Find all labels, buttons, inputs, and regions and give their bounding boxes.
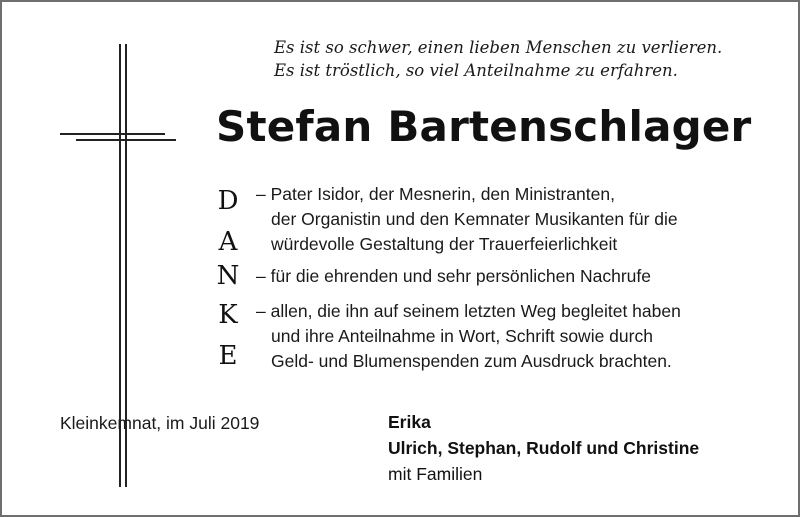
thanks-line: – Pater Isidor, der Mesnerin, den Ministranten, [256,184,615,204]
thanks-paragraph [256,264,651,289]
thanks-line: – für die ehrenden und sehr persönlichen Nachrufe [256,266,651,286]
quote [274,36,722,82]
danke-letter: A [218,227,238,257]
place-date: Kleinkemnat, im Juli 2019 [60,413,260,433]
signature-primary: Erika [388,412,431,432]
thanks-paragraph [256,182,678,257]
thanks-line: der Organistin und den Kemnater Musikanten für die [271,209,678,229]
thanks-line: – allen, die ihn auf seinem letzten Weg begleitet haben [256,301,681,321]
danke-letter: E [218,341,238,371]
danke-letter: K [218,300,238,330]
thanks-line: würdevolle Gestaltung der Trauerfeierlichkeit [271,234,618,254]
quote-line: Es ist tröstlich, so viel Anteilnahme zu erfahren. [274,61,678,80]
thanks-paragraph [256,299,681,374]
quote-line: Es ist so schwer, einen lieben Menschen zu verlieren. [274,38,723,57]
thanks-line: und ihre Anteilnahme in Wort, Schrift sowie durch [271,326,653,346]
danke-letter: N [216,261,240,291]
signature-secondary: Ulrich, Stephan, Rudolf und Christine [388,438,700,458]
thanks-line: Geld- und Blumenspenden zum Ausdruck brachten. [271,351,672,371]
deceased-name: Stefan Bartenschlager [216,102,752,151]
danke-letter: D [217,186,239,216]
signatures [388,409,699,487]
signature-family: mit Familien [388,464,483,484]
